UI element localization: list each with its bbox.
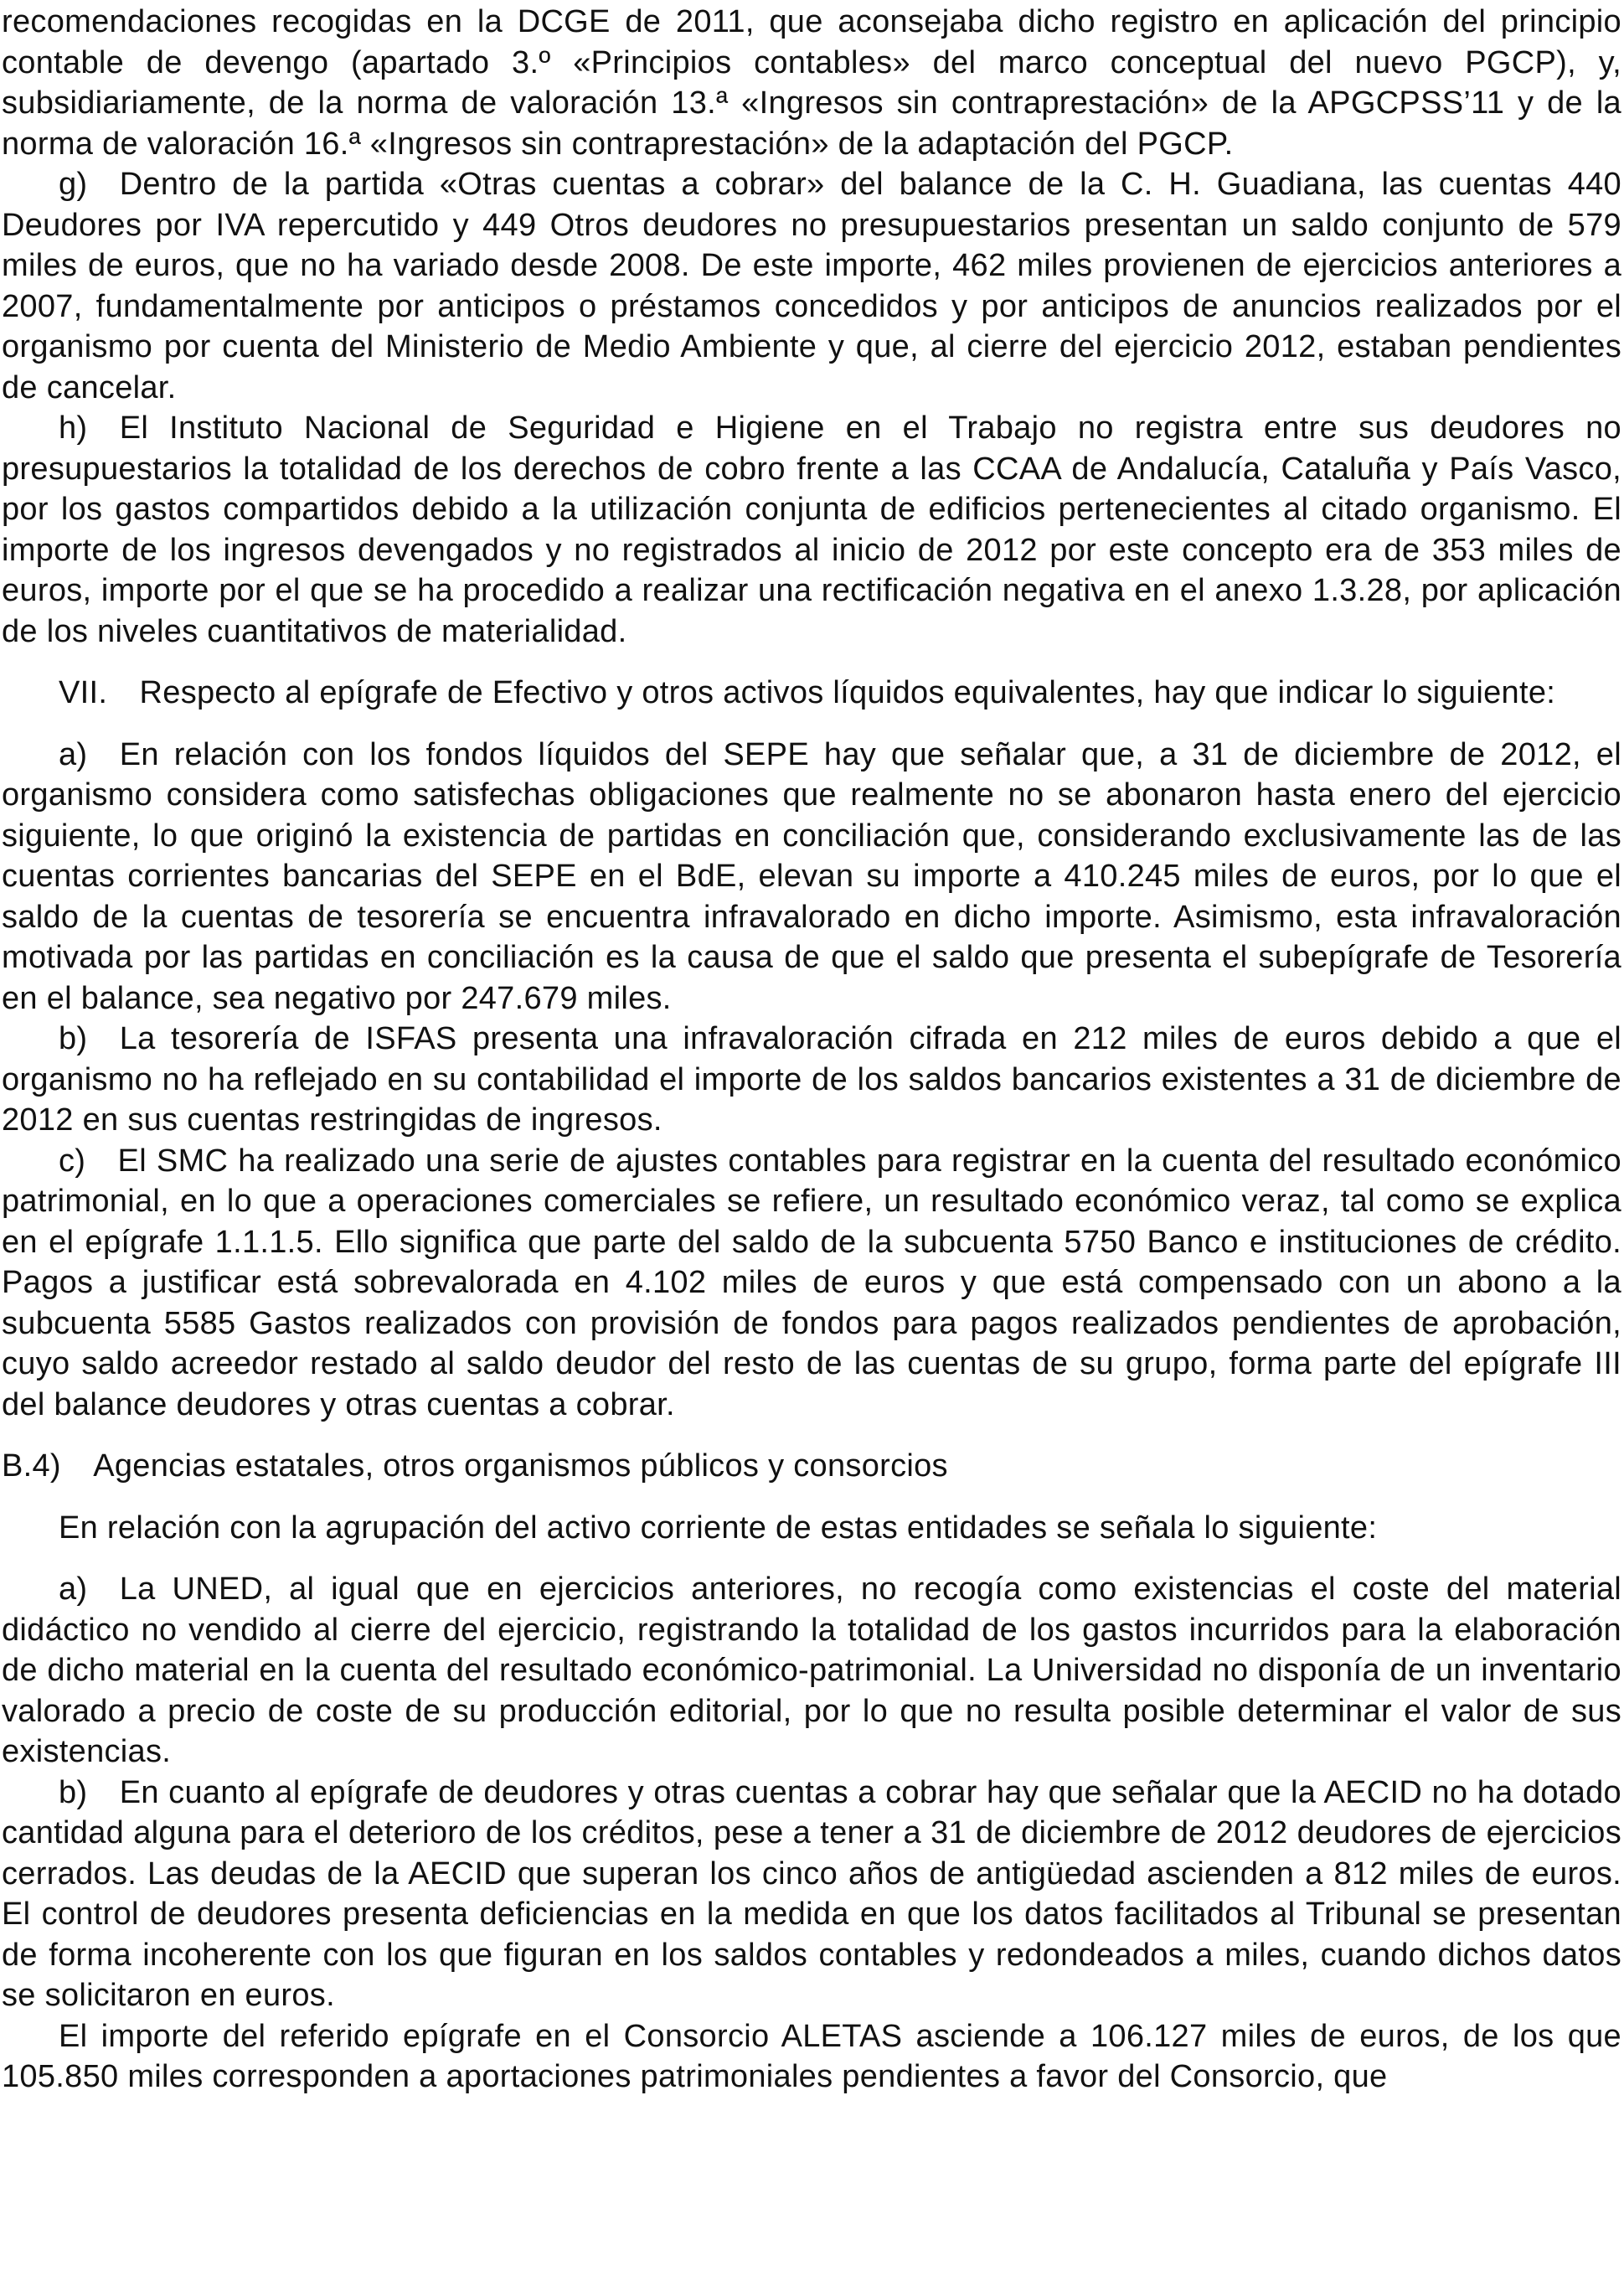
section-heading-b4: B.4) Agencias estatales, otros organismos públicos y consorcios xyxy=(2,1448,948,1484)
paragraph-aletas: El importe del referido epígrafe en el Consorcio ALETAS asciende a 106.127 miles de euros, de los que 105.850 miles corresponden a aportaciones patrimoniales pendientes a favor del Consorcio, que xyxy=(2,2018,1621,2094)
paragraph-item-h: h) El Instituto Nacional de Seguridad e Higiene en el Trabajo no registra entre sus deudores no presupuestarios la totalidad de los derechos de cobro frente a las CCAA de Andalucía, Cataluña y País Vasco, por los gastos compartidos debido a la utilización conjunta de edificios pertenecientes al citado organismo. El importe de los ingresos devengados y no registrados al inicio de 2012 por este concepto era de 353 miles de euros, importe por el que se ha procedido a realizar una rectificación negativa en el anexo 1.3.28, por aplicación de los niveles cuantitativos de materialidad. xyxy=(2,410,1621,649)
paragraph-item-g: g) Dentro de la partida «Otras cuentas a cobrar» del balance de la C. H. Guadiana, las cuentas 440 Deudores por IVA repercutido y 449 Otros deudores no presupuestarios presentan un saldo conjunto de 579 miles de euros, que no ha variado desde 2008. De este importe, 462 miles provienen de ejercicios anteriores a 2007, fundamentalmente por anticipos o préstamos concedidos y por anticipos de anuncios realizados por el organismo por cuenta del Ministerio de Medio Ambiente y que, al cierre del ejercicio 2012, estaban pendientes de cancelar. xyxy=(2,167,1621,405)
paragraph-item-c-smc: c) El SMC ha realizado una serie de ajustes contables para registrar en la cuenta del resultado económico patrimonial, en lo que a operaciones comerciales se refiere, un resultado económico veraz, tal como se explica en el epígrafe 1.1.1.5. Ello significa que parte del saldo de la subcuenta 5750 Banco e instituciones de crédito. Pagos a justificar está sobrevalorada en 4.102 miles de euros y que está compensado con un abono a la subcuenta 5585 Gastos realizados con provisión de fondos para pagos realizados pendientes de aprobación, cuyo saldo acreedor restado al saldo deudor del resto de las cuentas de su grupo, forma parte del epígrafe III del balance deudores y otras cuentas a cobrar. xyxy=(2,1143,1621,1422)
paragraph-intro-b4: En relación con la agrupación del activo corriente de estas entidades se señala lo siguiente: xyxy=(59,1510,1378,1546)
paragraph-item-b-isfas: b) La tesorería de ISFAS presenta una infravaloración cifrada en 212 miles de euros debido a que el organismo no ha reflejado en su contabilidad el importe de los saldos bancarios existentes a 31 de diciembre de 2012 en sus cuentas restringidas de ingresos. xyxy=(2,1021,1621,1138)
paragraph-section-vii: VII. Respecto al epígrafe de Efectivo y otros activos líquidos equivalentes, hay que indicar lo siguiente: xyxy=(59,675,1556,710)
paragraph-item-a-uned: a) La UNED, al igual que en ejercicios anteriores, no recogía como existencias el coste del material didáctico no vendido al cierre del ejercicio, registrando la totalidad de los gastos incurridos para la elaboración de dicho material en la cuenta del resultado económico-patrimonial. La Universidad no disponía de un inventario valorado a precio de coste de su producción editorial, por lo que no resulta posible determinar el valor de sus existencias. xyxy=(2,1572,1621,1769)
paragraph-continuation: recomendaciones recogidas en la DCGE de 2011, que aconsejaba dicho registro en aplicación del principio contable de devengo (apartado 3.º «Principios contables» del marco conceptual del nuevo PGCP), y, subsidiariamente, de la norma de valoración 13.ª «Ingresos sin contraprestación» de la APGCPSS’11 y de la norma de valoración 16.ª «Ingresos sin contraprestación» de la adaptación del PGCP. xyxy=(2,4,1621,162)
paragraph-item-a-sepe: a) En relación con los fondos líquidos del SEPE hay que señalar que, a 31 de diciembre de 2012, el organismo considera como satisfechas obligaciones que realmente no se abonaron hasta enero del ejercicio siguiente, lo que originó la existencia de partidas en conciliación que, considerando exclusivamente las de las cuentas corrientes bancarias del SEPE en el BdE, elevan su importe a 410.245 miles de euros, por lo que el saldo de la cuentas de tesorería se encuentra infravalorado en dicho importe. Asimismo, esta infravaloración motivada por las partidas en conciliación es la causa de que el saldo que presenta el subepígrafe de Tesorería en el balance, sea negativo por 247.679 miles. xyxy=(2,736,1621,1016)
paragraph-item-b-aecid: b) En cuanto al epígrafe de deudores y otras cuentas a cobrar hay que señalar que la AECID no ha dotado cantidad alguna para el deterioro de los créditos, pese a tener a 31 de diciembre de 2012 deudores de ejercicios cerrados. Las deudas de la AECID que superan los cinco años de antigüedad ascienden a 812 miles de euros. El control de deudores presenta deficiencias en la medida en que los datos facilitados al Tribunal se presentan de forma incoherente con los que figuran en los saldos contables y redondeados a miles, cuando dichos datos se solicitaron en euros. xyxy=(2,1774,1621,2013)
